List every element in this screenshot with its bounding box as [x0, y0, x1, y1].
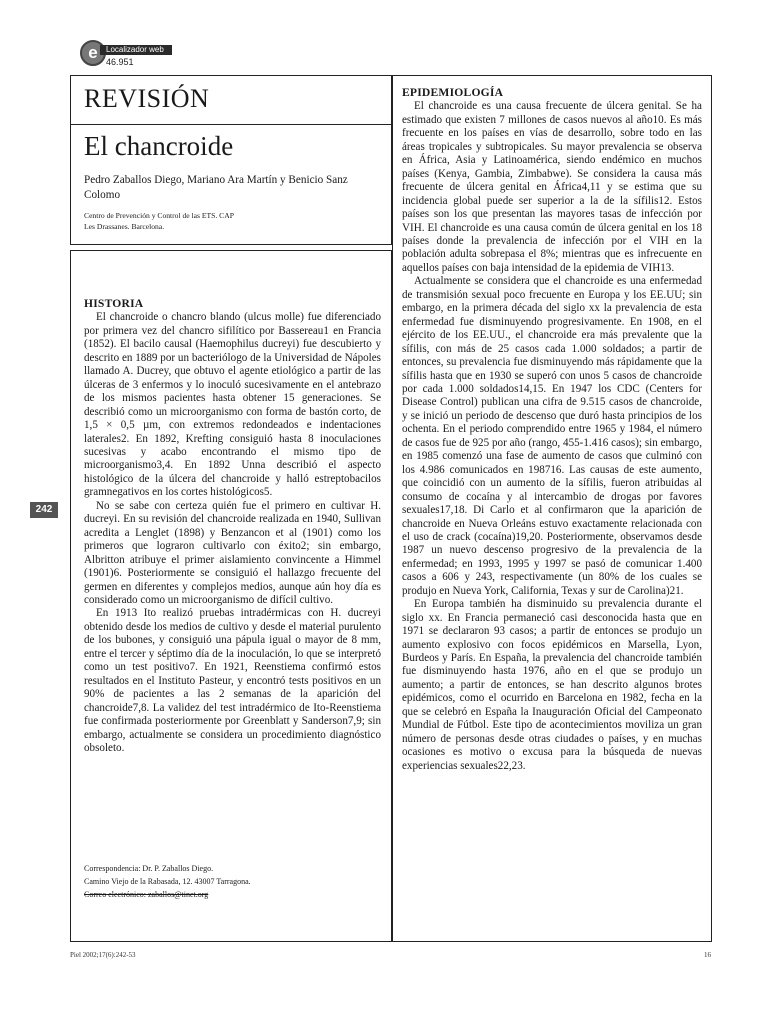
correspondence-name: Correspondencia: Dr. P. Zaballos Diego.	[84, 864, 214, 873]
section-heading: HISTORIA	[84, 297, 144, 310]
affiliation	[84, 210, 374, 232]
authors: Pedro Zaballos Diego, Mariano Ara Martín y Benicio Sanz Colomo	[84, 174, 348, 201]
paragraph: El chancroide es una causa frecuente de úlcera genital. Se ha estimado que existen 7 millones de casos nuevos al año10. Es más frecuente en los países en vías de desarrollo, sobre todo en las áreas tropicales y subtropicales. Su mayor prevalencia se observa en África, Asia y Latinoamérica, siendo endémico en muchos países (Kenya, Gambia, Zimbabwe). Se considera la causa más frecuente de úlcera genital en África4,11 y se estima que su incidencia global puede ser superior a la de la sífilis12. Estos países son los que presentan las mayores tasas de infección por VIH. El chancroide es una causa común de úlcera genital en los 18 países donde la prevalencia de infección por el VIH en la población adulta sobrepasa el 8%; mientras que es infrecuente en aquellos países con baja intensidad de la epidemia de VIH13.	[402, 100, 702, 274]
epidemiologia-section	[402, 86, 702, 773]
web-locator-icon: e	[80, 40, 106, 66]
section-heading: EPIDEMIOLOGÍA	[402, 86, 504, 99]
page-number-tab: 242	[30, 502, 58, 518]
folio-number: 16	[704, 951, 711, 959]
correspondence	[84, 862, 374, 901]
paragraph: No se sabe con certeza quién fue el primero en cultivar H. ducreyi. En su revisión del chancroide realizada en 1940, Sullivan acredita a Lenglet (1898) y Benzancon et al (1901) como los primeros que lograron cultivarlo con éxito2; sin embargo, Albritton atribuye el primer aislamiento convincente a Himmel (1901)6. Posteriormente se consiguió el hallazgo frecuente del germen en diferentes y complejos medios, aunque aún hoy día es considerado como un microorganismo de difícil cultivo.	[84, 499, 381, 606]
paragraph: En Europa también ha disminuido su prevalencia durante el siglo xx. En Francia permaneció casi desconocida hasta que en 1971 se declararon 93 casos; a partir de entonces se produjo un aumento explosivo con focos epidémicos en Marsella, Lyon, Burdeos y París. En España, la prevalencia del chancroide también fue disminuyendo hasta 1976, año en el que se produjo un aumento; a partir de entonces, se han descrito algunos brotes epidémicos, como el ocurrido en Barcelona en 1982, fecha en la que se celebró en España la Inauguración Oficial del Campeonato Mundial de Fútbol. Este tipo de acontecimientos moviliza un gran número de personas desde otras ciudades o países, y en muchas ocasiones es motivo o excusa para la búsqueda de nuevas experiencias sexuales22,23.	[402, 598, 702, 772]
correspondence-email[interactable]: Correo electrónico: zaballos@tinet.org	[84, 890, 209, 899]
paragraph: En 1913 Ito realizó pruebas intradérmicas con H. ducreyi obtenido desde los medios de cultivo y desde el material purulento de los bubones, y consiguió una pápula igual o mayor de 8 mm, entre el tercer y séptimo día de la inoculación, lo que se interpretó como un test positivo7. En 1921, Reenstiema confirmó estos resultados en el Instituto Pasteur, y encontró tests positivos en un 90% de pacientes a las 2 semanas de la aparición del chancroide7,8. La validez del test intradérmico de Ito-Reenstiema fue confirmada posteriormente por Greenblatt y Sanderson7,9; sin embargo, actualmente se considera un procedimiento diagnóstico obsoleto.	[84, 607, 381, 754]
affiliation-line: Centro de Prevención y Control de las ETS. CAP	[84, 211, 234, 220]
header-divider	[71, 124, 391, 125]
affiliation-line: Les Drassanes. Barcelona.	[84, 222, 165, 231]
web-locator-code: 46.951	[106, 57, 134, 67]
correspondence-address: Camino Viejo de la Rabasada, 12. 43007 Tarragona.	[84, 877, 251, 886]
web-locator-label: Localizador web	[100, 45, 172, 55]
section-label: REVISIÓN	[84, 84, 210, 113]
citation-footer: Piel 2002;17(6):242-53	[70, 951, 136, 959]
historia-section	[84, 297, 381, 755]
paragraph: Actualmente se considera que el chancroide es una enfermedad de transmisión sexual poco frecuente en Europa y los EE.UU; sin embargo, en la primera década del siglo xx la prevalencia de esta enfermedad fue disminuyendo progresivamente. En 1908, en el ejército de los EE.UU., el chancroide era más prevalente que la sífilis, con más de 25 casos cada 1.000 soldados; a partir de entonces, su prevalencia fue disminuyendo más rápidamente que la sífilis hasta que en 1930 se superó con unos 5 casos de chancroide por cada 1.000 soldados14,15. En 1947 los CDC (Centers for Disease Control) publican una cifra de 9.515 casos de chancroide, y se inició un periodo de descenso que duró hasta principios de los ochenta. En el periodo comprendido entre 1965 y 1984, el número de casos fue de 925 por año (rango, 455-1.416 casos); sin embargo, en 1985 comenzó una fase de aumento de casos que culminó con los 4.986 comunicados en 198716. Las causas de este aumento, que coincidió con un aumento de la sífilis, fueron atribuidas al consumo de cocaína y al intercambio de drogas por favores sexuales17,18. Di Carlo et al confirmaron que la aparición de chancroide en Nueva Orleáns estuvo exactamente relacionada con el uso de crack (cocaína)19,20. Posteriormente, observamos desde 1987 un nuevo descenso progresivo de la prevalencia de la enfermedad; en 1993, 1995 y 1997 se pasó de comunicar 1.400 casos a 606 y 243, respectivamente (un 80% de los cuales se produjo en Nueva York, California, Texas y sur de Carolina)21.	[402, 275, 702, 597]
web-locator-badge	[80, 40, 170, 70]
paragraph: El chancroide o chancro blando (ulcus molle) fue diferenciado por primera vez del chancro sifilítico por Bassereau1 en Francia (1852). El bacilo causal (Haemophilus ducreyi) fue descubierto y descrito en 1889 por un bacteriólogo de la Universidad de Nápoles llamado A. Ducrey, que obtuvo el agente etiológico a partir de las úlceras de 3 enfermos y lo inoculó sucesivamente en el antebrazo de los mismos pacientes hasta obtener 15 generaciones. Se describió como un microorganismo con forma de bastón corto, de 1,5 × 0,5 µm, con extremos redondeados e indentaciones laterales2. En 1892, Krefting consiguió hasta 8 inoculaciones sucesivas y acabo encontrando el mismo tipo de microorganismo3,4. En 1892 Unna describió el aspecto histológico de la úlcera del chancroide y halló estreptobacilos gramnegativos en los cortes histológicos5.	[84, 311, 381, 499]
article-title: El chancroide	[84, 131, 234, 161]
